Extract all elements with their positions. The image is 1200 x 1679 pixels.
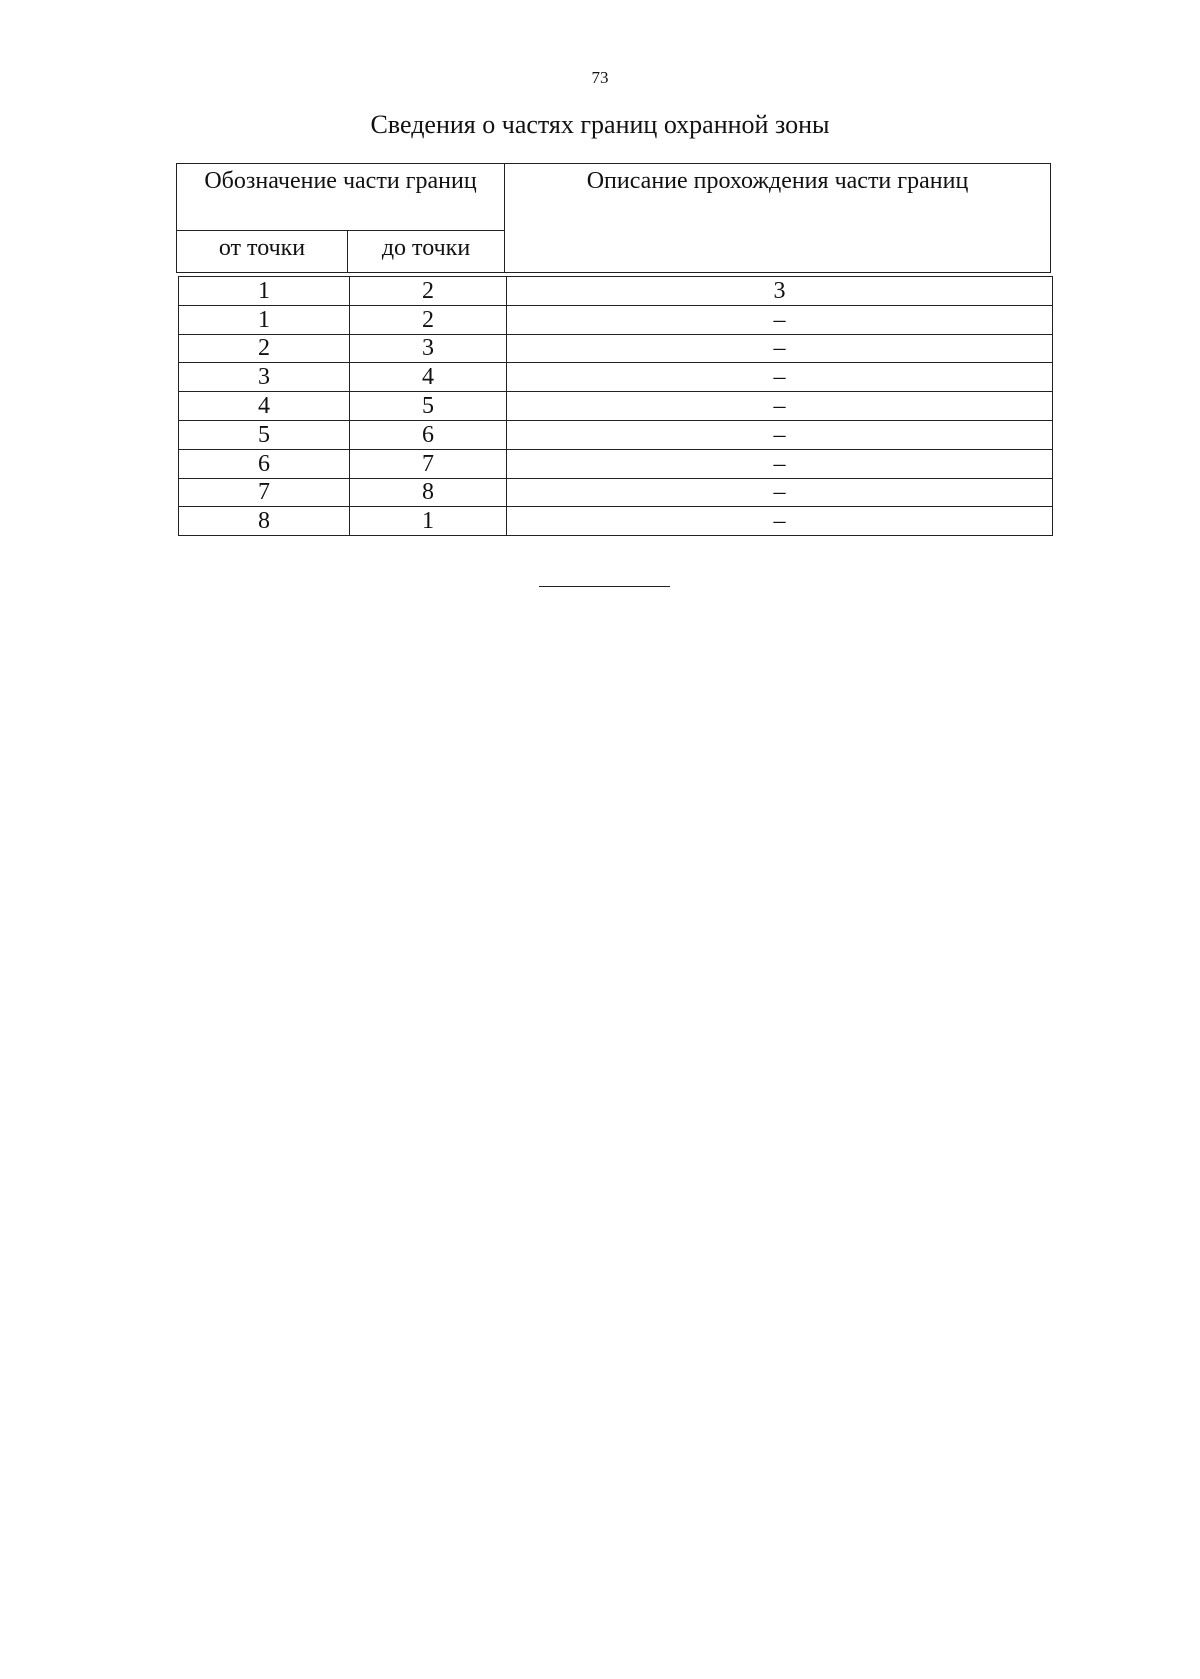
cell-to-point: 2 (350, 277, 507, 306)
table-row (179, 363, 1053, 392)
table-row (179, 449, 1053, 478)
cell-from-point: 7 (179, 478, 350, 507)
table-row (179, 277, 1053, 306)
cell-from-point: 3 (179, 363, 350, 392)
cell-to-point: 5 (350, 392, 507, 421)
cell-description: – (507, 478, 1053, 507)
cell-from-point: 6 (179, 449, 350, 478)
cell-to-point: 4 (350, 363, 507, 392)
cell-description: – (507, 420, 1053, 449)
cell-from-point: 1 (179, 277, 350, 306)
page-title: Сведения о частях границ охранной зоны (370, 110, 830, 139)
table-row (179, 305, 1053, 334)
header-description: Описание прохождения части границ (505, 164, 1051, 273)
cell-to-point: 8 (350, 478, 507, 507)
cell-to-point: 3 (350, 334, 507, 363)
cell-from-point: 2 (179, 334, 350, 363)
table-row (179, 478, 1053, 507)
header-to-point: до точки (348, 231, 505, 273)
cell-from-point: 1 (179, 305, 350, 334)
table-row (179, 420, 1053, 449)
cell-description: 3 (507, 277, 1053, 306)
page-number: 73 (591, 68, 609, 87)
cell-to-point: 7 (350, 449, 507, 478)
cell-description: – (507, 305, 1053, 334)
cell-description: – (507, 334, 1053, 363)
table-row (179, 392, 1053, 421)
cell-from-point: 5 (179, 420, 350, 449)
cell-description: – (507, 363, 1053, 392)
boundary-table-header (176, 163, 1051, 273)
end-divider (539, 586, 670, 587)
cell-from-point: 8 (179, 507, 350, 536)
header-designation: Обозначение части границ (177, 164, 505, 231)
table-row (179, 334, 1053, 363)
boundary-table-body (178, 276, 1053, 536)
cell-description: – (507, 392, 1053, 421)
cell-to-point: 2 (350, 305, 507, 334)
cell-description: – (507, 507, 1053, 536)
cell-description: – (507, 449, 1053, 478)
cell-to-point: 1 (350, 507, 507, 536)
cell-to-point: 6 (350, 420, 507, 449)
table-row (179, 507, 1053, 536)
header-from-point: от точки (177, 231, 348, 273)
cell-from-point: 4 (179, 392, 350, 421)
